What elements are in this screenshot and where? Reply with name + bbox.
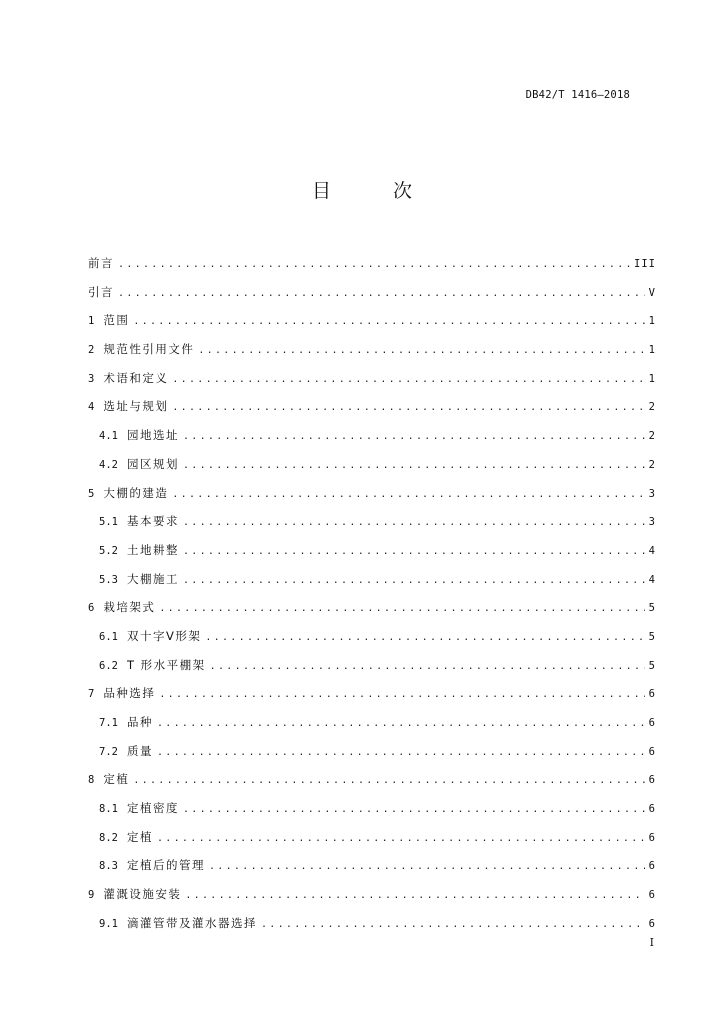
- toc-entry-label: 栽培架式: [103, 600, 156, 615]
- page-number: I: [649, 936, 654, 949]
- toc-entry-label: 定植密度: [126, 801, 179, 816]
- toc-entry-label: 大棚的建造: [103, 485, 169, 500]
- toc-entry-label: T 形水平棚架: [126, 657, 206, 672]
- toc-entry[interactable]: [88, 570, 656, 599]
- toc-entry-label: 土地耕整: [126, 542, 179, 557]
- toc-entry-label: 质量: [126, 743, 153, 758]
- toc-entry-page: 6: [648, 745, 656, 758]
- toc-dot-leader: [183, 457, 645, 475]
- toc-entry-label: 定植: [126, 829, 153, 844]
- toc-entry-number: 6.2: [99, 659, 118, 672]
- toc-dot-leader: [157, 715, 645, 733]
- toc-entry[interactable]: [88, 254, 656, 283]
- toc-entry-page: 1: [648, 372, 656, 385]
- toc-entry-number: 6: [88, 602, 95, 615]
- toc-entry-label: 范围: [103, 313, 130, 328]
- toc-entry-label: 规范性引用文件: [103, 342, 195, 357]
- toc-dot-leader: [183, 572, 645, 590]
- toc-dot-leader: [183, 543, 645, 561]
- toc-entry-page: 1: [648, 315, 656, 328]
- toc-entry-page: 3: [648, 516, 656, 529]
- toc-entry-number: 4: [88, 401, 95, 414]
- toc-entry-page: 3: [648, 487, 656, 500]
- toc-entry-number: 8: [88, 774, 95, 787]
- toc-dot-leader: [205, 629, 644, 647]
- toc-dot-leader: [157, 744, 645, 762]
- toc-entry-label: 定植后的管理: [126, 858, 205, 873]
- document-code: DB42/T 1416—2018: [525, 89, 630, 101]
- toc-entry-label: 园地选址: [126, 428, 179, 443]
- toc-entry[interactable]: [88, 455, 656, 484]
- toc-dot-leader: [183, 428, 645, 446]
- toc-entry-page: 6: [648, 860, 656, 873]
- toc-entry[interactable]: [88, 742, 656, 771]
- toc-entry-page: 6: [648, 917, 656, 930]
- toc-entry[interactable]: [88, 799, 656, 828]
- toc-entry-number: 4.2: [99, 458, 118, 471]
- toc-entry-label: 双十字V形架: [126, 628, 202, 643]
- toc-entry-number: 7.1: [99, 717, 118, 729]
- toc-entry[interactable]: [88, 541, 656, 570]
- toc-dot-leader: [159, 600, 644, 618]
- toc-entry-page: 2: [648, 430, 656, 443]
- toc-dot-leader: [183, 801, 645, 819]
- toc-entry-label: 园区规划: [126, 456, 179, 471]
- toc-entry-page: 1: [648, 344, 656, 357]
- toc-entry-label: 滴灌管带及灌水器选择: [126, 915, 257, 930]
- toc-entry[interactable]: [88, 369, 656, 398]
- toc-entry[interactable]: [88, 856, 656, 885]
- toc-dot-leader: [172, 371, 644, 389]
- toc-dot-leader: [183, 514, 645, 532]
- page-title: 目 次: [311, 180, 441, 202]
- toc-entry-page: 6: [648, 803, 656, 816]
- toc-entry-page: 6: [648, 717, 656, 729]
- toc-entry[interactable]: [88, 426, 656, 455]
- toc-entry-label: 品种: [126, 715, 153, 729]
- toc-entry[interactable]: [88, 484, 656, 513]
- toc-entry-page: 6: [648, 688, 656, 701]
- toc-entry[interactable]: [88, 914, 656, 943]
- toc-dot-leader: [172, 399, 644, 417]
- toc-entry-number: 5: [88, 487, 95, 500]
- toc-entry-number: 4.1: [99, 430, 118, 443]
- toc-entry-label: 品种选择: [103, 686, 156, 701]
- toc-entry[interactable]: [88, 770, 656, 799]
- toc-entry-number: 1: [88, 315, 95, 328]
- toc-dot-leader: [118, 256, 630, 274]
- toc-entry-label: 前言: [88, 256, 114, 270]
- toc-dot-leader: [172, 486, 644, 504]
- toc-dot-leader: [159, 686, 644, 704]
- toc-entry-page: 2: [648, 401, 656, 414]
- toc-entry-number: 5.3: [99, 573, 118, 586]
- toc-entry-page: V: [648, 286, 656, 299]
- toc-entry-number: 5.1: [99, 516, 118, 529]
- toc-entry[interactable]: [88, 311, 656, 340]
- toc-entry[interactable]: [88, 340, 656, 369]
- toc-entry[interactable]: [88, 397, 656, 426]
- toc-entry-page: III: [634, 258, 656, 270]
- toc-entry[interactable]: [88, 885, 656, 914]
- toc-entry-page: 6: [648, 831, 656, 844]
- toc-dot-leader: [118, 285, 645, 303]
- toc-dot-leader: [133, 313, 644, 331]
- toc-entry[interactable]: [88, 512, 656, 541]
- toc-entry-number: 8.3: [99, 860, 118, 873]
- toc-entry-page: 4: [648, 544, 656, 557]
- table-of-contents: [88, 254, 656, 943]
- toc-entry[interactable]: [88, 283, 656, 312]
- toc-entry[interactable]: [88, 713, 656, 742]
- toc-entry[interactable]: [88, 656, 656, 685]
- toc-entry[interactable]: [88, 828, 656, 857]
- toc-entry-label: 灌溉设施安装: [103, 887, 182, 902]
- toc-entry[interactable]: [88, 598, 656, 627]
- toc-dot-leader: [133, 772, 644, 790]
- toc-dot-leader: [198, 342, 644, 360]
- toc-entry-page: 5: [648, 659, 656, 672]
- toc-entry-number: 8.2: [99, 831, 118, 844]
- toc-entry-number: 7.2: [99, 745, 118, 758]
- toc-dot-leader: [157, 830, 645, 848]
- toc-entry-number: 6.1: [99, 630, 118, 643]
- toc-entry-page: 2: [648, 458, 656, 471]
- toc-entry-label: 定植: [103, 772, 130, 787]
- toc-dot-leader: [185, 887, 644, 905]
- toc-entry-label: 基本要求: [126, 514, 179, 529]
- toc-entry-number: 5.2: [99, 544, 118, 557]
- toc-dot-leader: [209, 858, 645, 876]
- toc-entry-number: 3: [88, 372, 95, 385]
- toc-entry-label: 大棚施工: [126, 571, 179, 586]
- toc-dot-leader: [261, 916, 645, 934]
- toc-dot-leader: [210, 658, 645, 676]
- toc-entry-page: 6: [648, 774, 656, 787]
- toc-entry[interactable]: [88, 627, 656, 656]
- toc-entry-label: 引言: [88, 284, 114, 299]
- toc-entry-label: 术语和定义: [103, 370, 169, 385]
- toc-entry-number: 2: [88, 344, 95, 357]
- toc-entry[interactable]: [88, 684, 656, 713]
- toc-entry-number: 9.1: [99, 917, 118, 930]
- toc-entry-number: 8.1: [99, 803, 118, 816]
- toc-entry-page: 5: [648, 630, 656, 643]
- toc-entry-page: 6: [648, 889, 656, 902]
- toc-entry-page: 4: [648, 573, 656, 586]
- toc-entry-page: 5: [648, 602, 656, 615]
- toc-entry-number: 9: [88, 889, 95, 902]
- toc-entry-label: 选址与规划: [103, 399, 169, 414]
- toc-entry-number: 7: [88, 688, 95, 701]
